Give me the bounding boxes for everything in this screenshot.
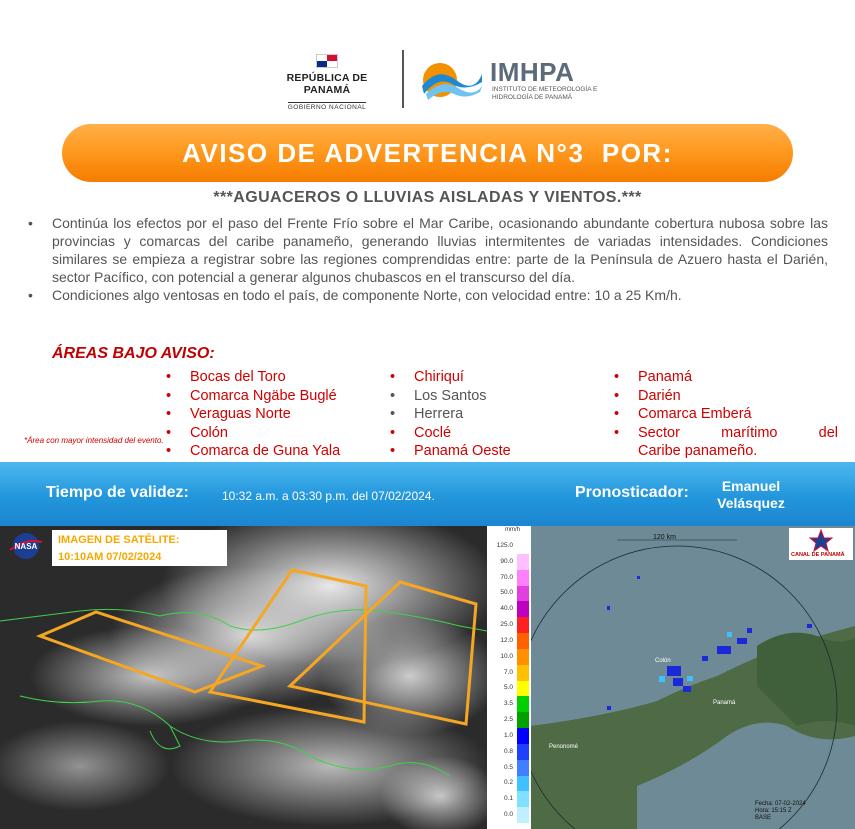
nasa-logo-text: NASA [14,542,38,551]
radar-scale-swatch [517,728,529,744]
area-item: • Veraguas Norte [166,406,291,422]
city-label: Penonomé [549,744,579,750]
area-item: • Los Santos [390,387,487,404]
radar-scale-tick: 1.0 [503,731,513,739]
area-item: • Panamá [614,369,693,385]
area-item: • Sector marítimo del [614,424,838,441]
satellite-map [0,526,487,829]
radar-scale-swatch [517,586,529,602]
radar-scale-tick: 90.0 [500,557,513,565]
imhpa-subtitle: INSTITUTO DE METEOROLOGÍA E HIDROLOGÍA DE PANAMÁ [492,86,598,101]
panama-flag-icon [316,54,338,68]
radar-scale-swatch [517,538,529,554]
radar-scale-tick: 50.0 [500,589,513,597]
radar-scale-tick: 70.0 [500,573,513,581]
radar-scale-tick: 0.8 [503,747,513,755]
radar-scale-swatch [517,712,529,728]
radar-scale-tick: 25.0 [500,621,513,629]
nasa-logo-icon [6,532,46,560]
areas-column-2 [388,368,511,461]
radar-scale-tick: 0.5 [503,763,513,771]
warning-details [28,214,828,304]
imhpa-logo-icon [420,56,482,104]
radar-scale-tick: 5.0 [503,684,513,692]
government-name: REPÚBLICA DE PANAMÁ [286,72,368,96]
radar-scale-tick: 40.0 [500,605,513,613]
area-item: • Chiriquí [390,369,464,385]
header-logos [0,44,855,114]
radar-scale-swatch [517,760,529,776]
radar-scale-tick: 0.0 [503,811,513,819]
detail-bullet [28,214,828,286]
radar-scale-tick: 7.0 [503,668,513,676]
canal-logo: CANAL DE PANAMÁ [789,528,853,560]
radar-footer: Fecha: 07-02-2024 Hora: 15:15 Z BASE [755,801,806,821]
radar-scale-swatch [517,633,529,649]
satellite-image [0,526,487,829]
bullet-dot-icon: • [28,287,33,303]
radar-scale-tick: 12.0 [500,636,513,644]
government-subtitle: GOBIERNO NACIONAL [287,104,367,111]
areas-column-1 [164,368,340,461]
radar-scale-swatch [517,665,529,681]
imhpa-name: IMHPA [490,57,575,87]
radar-scale-swatch [517,601,529,617]
warning-subheading: ***AGUACEROS O LLUVIAS AISLADAS Y VIENTOS.*** [213,189,642,206]
validity-label: Tiempo de validez: [46,484,189,501]
radar-scale-swatch [517,681,529,697]
radar-distance: 120 km [653,534,676,541]
area-item: • Herrera [390,406,464,422]
area-item: • Colón [166,424,228,441]
warning-banner: AVISO DE ADVERTENCIA N°3 POR: [62,124,793,182]
detail-bullet [28,286,828,304]
radar-scale-tick: 0.2 [503,779,513,787]
radar-scale-swatch [517,570,529,586]
radar-scale-swatch [517,744,529,760]
area-item: • Comarca de Guna Yala [166,443,341,459]
radar-scale-swatch [517,776,529,792]
area-item: • Comarca Emberá [614,406,752,422]
area-item: • Panamá Oeste [390,443,511,459]
radar-scale-tick: 10.0 [500,652,513,660]
radar-scale-swatch [517,807,529,823]
radar-scale-swatch [517,791,529,807]
area-item: • Comarca Ngäbe Buglé [166,387,337,404]
areas-column-3 [612,368,838,461]
radar-scale-tick: 3.5 [503,700,513,708]
radar-scale-tick: 0.1 [503,795,513,803]
area-item: • Bocas del Toro [166,369,286,385]
validity-time: 10:32 a.m. a 03:30 p.m. del 07/02/2024. [222,489,435,503]
forecaster-label: Pronosticador: [575,484,689,501]
detail-text: Continúa los efectos por el paso del Frente Frío sobre el Mar Caribe, ocasionando abundante cobertura nubosa sobre las provincias y comarcas del caribe panameño, generando lluvias intermitentes de variadas intensidades. Condiciones similares se empieza a registrar sobre las regiones comprendidas entre: parte de la Península de Azuero hasta el Darién, sector Pacífico, con potencial a generar algunos chubascos en el transcurso del día. [52,215,828,285]
detail-text: Condiciones algo ventosas en todo el país, de componente Norte, con velocidad entre: 10 a 25 Km/h. [52,287,682,303]
radar-scale-swatch [517,649,529,665]
radar-unit: mm/h [505,527,520,533]
logo-divider [402,50,404,108]
radar-image [487,526,855,829]
radar-map [487,526,855,829]
star-icon [789,528,853,552]
bullet-dot-icon: • [28,215,33,231]
area-item-continuation: Caribe panameño. [638,443,758,459]
radar-scale-swatch [517,554,529,570]
government-logo [262,54,392,114]
city-label: Colón [655,658,671,664]
forecaster-name: Emanuel Velásquez [717,478,785,511]
areas-title: ÁREAS BAJO AVISO: [52,345,215,362]
radar-scale-tick: 125.0 [496,541,513,549]
city-label: Panamá [713,700,736,706]
area-item: • Darién [614,387,681,404]
validity-bar [0,462,855,526]
radar-scale [487,526,531,829]
area-item: • Coclé [390,424,452,441]
intensity-note: *Área con mayor intensidad del evento. [24,436,164,445]
radar-scale-swatch [517,617,529,633]
satellite-label: IMAGEN DE SATÉLITE: 10:10AM 07/02/2024 [52,530,227,566]
radar-scale-swatch [517,696,529,712]
radar-scale-tick: 2.5 [503,716,513,724]
